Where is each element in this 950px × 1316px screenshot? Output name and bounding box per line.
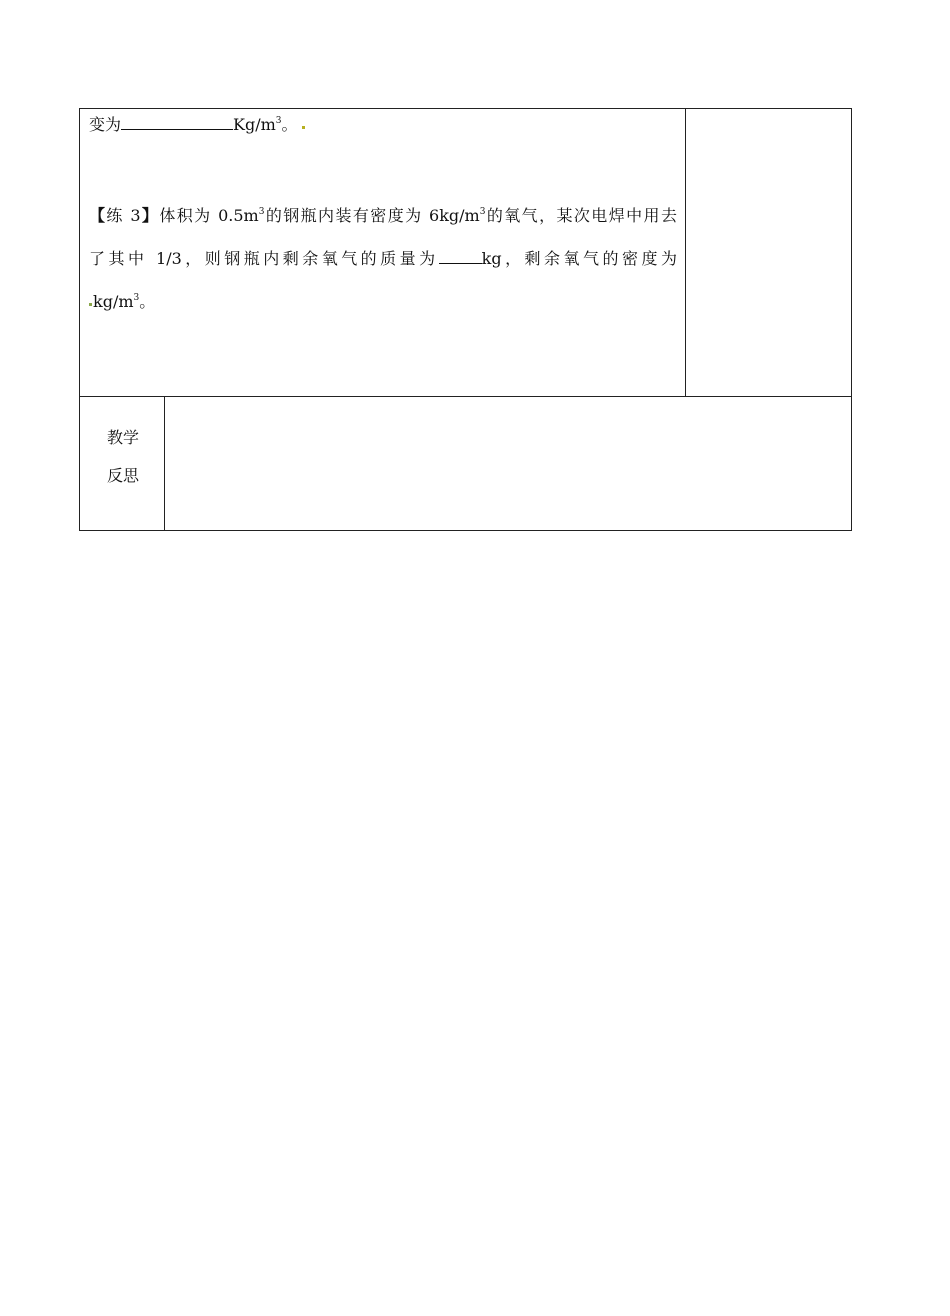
reflection-content-cell[interactable] — [164, 396, 852, 531]
exercise-cell — [79, 108, 686, 397]
exercise-3-line2 — [89, 249, 677, 269]
mark-dot — [302, 126, 305, 129]
notes-cell — [685, 108, 852, 397]
exercise-line3-exp: 3 — [133, 293, 140, 303]
exercise-line3-unit: kg/m — [93, 292, 134, 311]
mark-dot-left — [89, 303, 92, 306]
exercise-exp-1: 3 — [258, 207, 265, 217]
answer-blank-mass[interactable] — [439, 249, 482, 264]
line1-unit: Kg/m — [233, 115, 276, 134]
exercise-text-2: 的钢瓶内装有密度为 6kg/m — [264, 206, 480, 225]
reflection-label-line1: 教学 — [106, 428, 139, 447]
exercise-text-1: 体积为 0.5m — [159, 206, 259, 225]
exercise-exp-2: 3 — [479, 207, 486, 217]
exercise-text-3: 的氧气，某次电焊中用去 — [485, 206, 677, 225]
exercise-line2-unit: kg，剩余氧气的密度为 — [481, 249, 677, 268]
exercise-line3-end: 。 — [139, 292, 156, 311]
reflection-label-line2: 反思 — [106, 466, 139, 485]
open-bracket: 【 — [89, 206, 107, 225]
reflection-label-cell — [79, 396, 165, 531]
exercise-label: 练 3 — [106, 206, 141, 225]
answer-line-density — [89, 115, 677, 135]
line1-exponent: 3 — [275, 116, 282, 126]
answer-blank-1[interactable] — [121, 115, 233, 130]
line1-prefix: 变为 — [89, 115, 122, 134]
exercise-3-line1 — [89, 206, 677, 226]
close-bracket: 】 — [140, 206, 160, 225]
exercise-line2-text: 了其中 1/3，则钢瓶内剩余氧气的质量为 — [89, 249, 439, 268]
line1-end: 。 — [281, 115, 298, 134]
exercise-3-line3 — [89, 292, 677, 312]
